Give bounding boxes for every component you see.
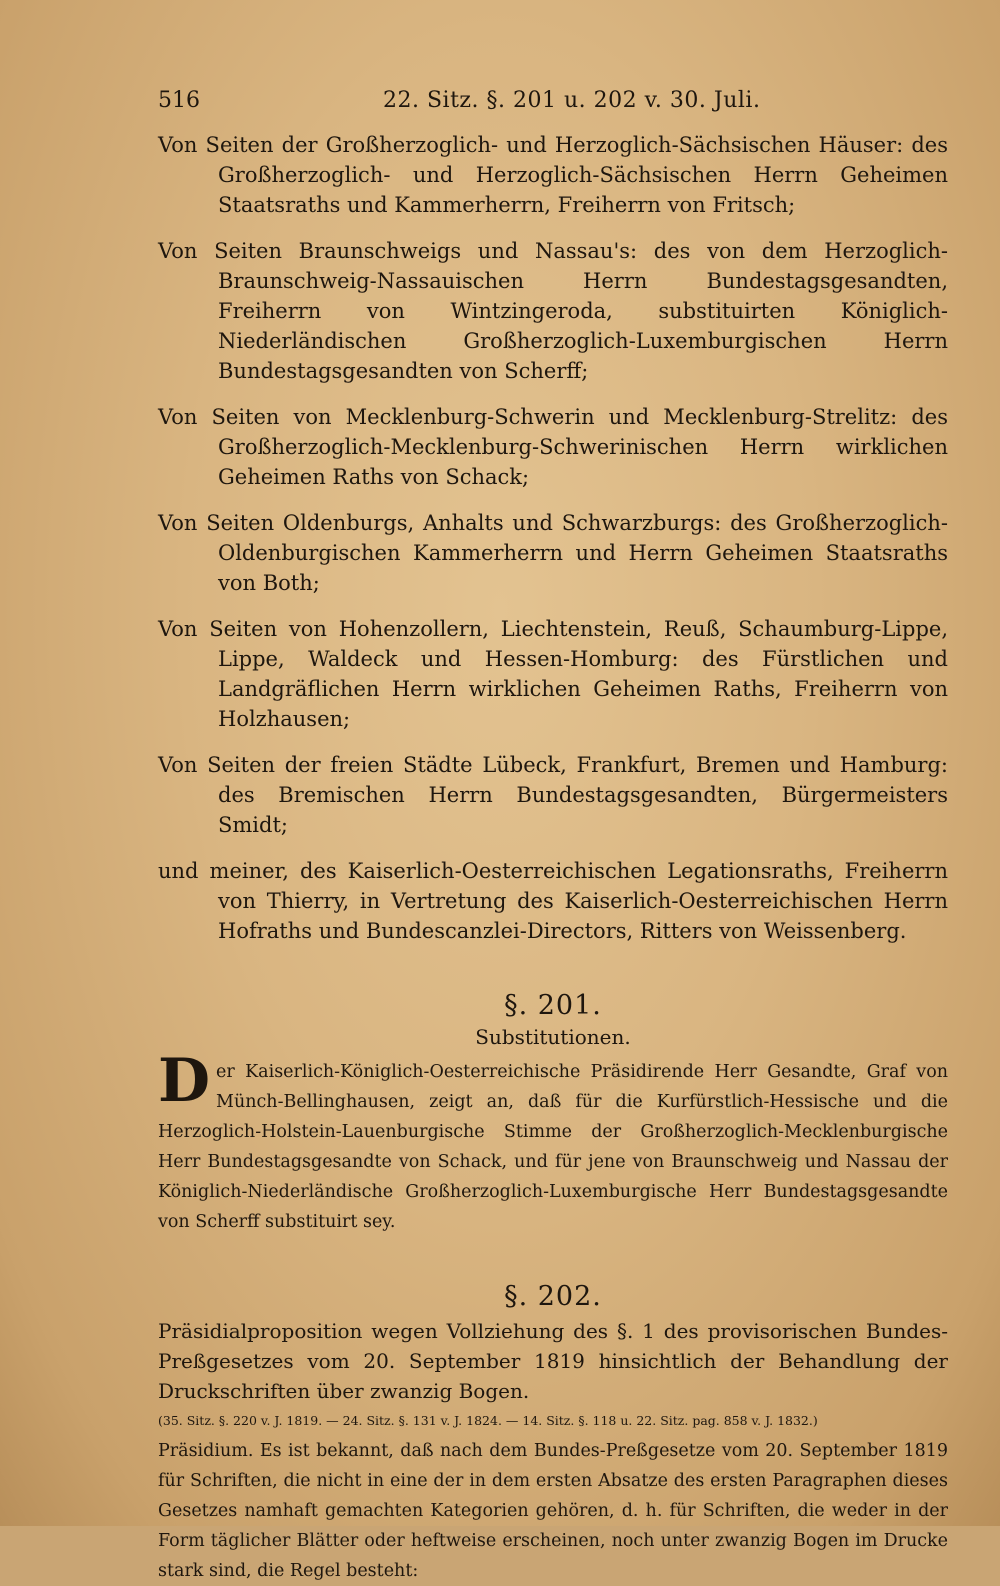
page-body bbox=[158, 130, 948, 1586]
running-title: 22. Sitz. §. 201 u. 202 v. 30. Juli. bbox=[383, 88, 761, 113]
section-202-title: Präsidialproposition wegen Vollziehung des §. 1 des provisorischen Bundes-Preßgesetzes vom 20. September 1819 hinsichtlich der Behandlung der Druckschriften über zwanzig Bogen. bbox=[158, 1319, 948, 1403]
delegation-entry: und meiner, des Kaiserlich-Oesterreichischen Legationsraths, Freiherrn von Thierry, in Vertretung des Kaiserlich-Oesterreichischen Herrn Hofraths und Bundescanzlei-Directors, Ritters von Weissenberg. bbox=[158, 859, 948, 943]
page-number: 516 bbox=[158, 88, 200, 113]
delegation-entry: Von Seiten der Großherzoglich- und Herzoglich-Sächsischen Häuser: des Großherzoglich- und Herzoglich-Sächsischen Herrn Geheimen Staatsraths und Kammerherrn, Freiherrn von Fritsch; bbox=[158, 133, 948, 217]
drop-cap: D bbox=[158, 1046, 211, 1116]
section-201-paragraph bbox=[158, 1046, 948, 1237]
running-header bbox=[158, 88, 940, 118]
delegation-entry: Von Seiten Oldenburgs, Anhalts und Schwarzburgs: des Großherzoglich-Oldenburgischen Kammerherrn und Herrn Geheimen Staatsraths von Both; bbox=[158, 511, 948, 595]
delegation-entry: Von Seiten Braunschweigs und Nassau's: des von dem Herzoglich-Braunschweig-Nassauischen Herrn Bundestagsgesandten, Freiherrn von Wintzingeroda, substituirten Königlich-Niederländischen Großherzoglich-Luxemburgischen Herrn Bundestagsgesandten von Scherff; bbox=[158, 239, 948, 383]
section-201-subtitle: Substitutionen. bbox=[475, 1025, 631, 1049]
delegation-entry: Von Seiten von Hohenzollern, Liechtenstein, Reuß, Schaumburg-Lippe, Lippe, Waldeck und Hessen-Homburg: des Fürstlichen und Landgräflichen Herrn wirklichen Geheimen Raths, Freiherrn von Holzhausen; bbox=[158, 617, 948, 731]
section-202-text: Präsidium. Es ist bekannt, daß nach dem Bundes-Preßgesetze vom 20. September 1819 für Schriften, die nicht in eine der in dem ersten Absatze des ersten Paragraphen dieses Gesetzes namhaft gemachten Kategorien gehören, d. h. für Schriften, die weder in der Form täglicher Blätter oder heftweise erscheinen, noch unter zwanzig Bogen im Drucke stark sind, die Regel besteht: bbox=[158, 1441, 948, 1581]
section-201-heading: §. 201. bbox=[504, 990, 602, 1021]
section-201-text: er Kaiserlich-Königlich-Oesterreichische Präsidirende Herr Gesandte, Graf von Münch-Bellinghausen, zeigt an, daß für die Kurfürstlich-Hessische und die Herzoglich-Holstein-Lauenburgische Stimme der Großherzoglich-Mecklenburgische Herr Bundestagsgesandte von Schack, und für jene von Braunschweig und Nassau der Königlich-Niederländische Großherzoglich-Luxemburgische Herr Bundestagsgesandte von Scherff substituirt sey. bbox=[158, 1062, 948, 1232]
section-202-reference: (35. Sitz. §. 220 v. J. 1819. — 24. Sitz. §. 131 v. J. 1824. — 14. Sitz. §. 118 u. 22. Sitz. pag. 858 v. J. 1832.) bbox=[158, 1413, 818, 1428]
delegation-entry: Von Seiten der freien Städte Lübeck, Frankfurt, Bremen und Hamburg: des Bremischen Herrn Bundestagsgesandten, Bürgermeisters Smidt; bbox=[158, 753, 948, 837]
section-202-heading: §. 202. bbox=[504, 1281, 602, 1312]
delegation-entry: Von Seiten von Mecklenburg-Schwerin und Mecklenburg-Strelitz: des Großherzoglich-Mecklenburg-Schwerinischen Herrn wirklichen Geheimen Raths von Schack; bbox=[158, 405, 948, 489]
